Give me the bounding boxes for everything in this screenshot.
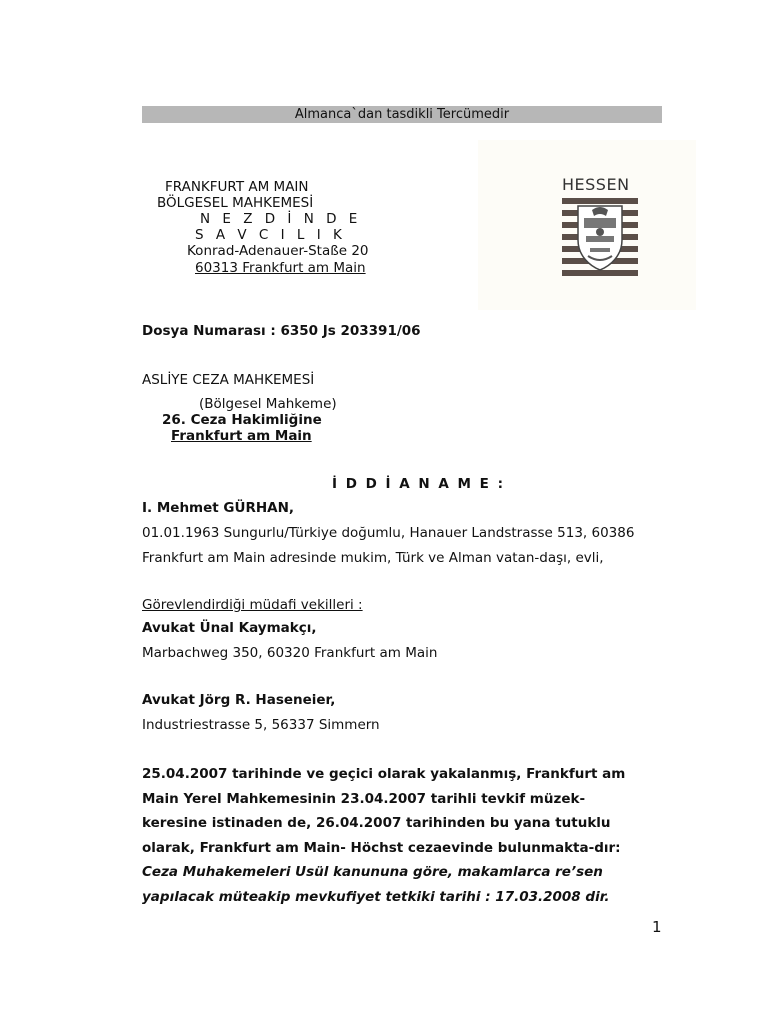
court-savcilik-line: S A V C I L I K <box>195 227 346 243</box>
detention-line-1: 25.04.2007 tarihinde ve geçici olarak yakalanmış, Frankfurt am <box>142 766 626 782</box>
court-title: ASLİYE CEZA MAHKEMESİ <box>142 372 315 388</box>
detention-line-5: Ceza Muhakemeleri Usül kanununa göre, makamlarca re’sen <box>142 864 603 880</box>
defendant-name: I. Mehmet GÜRHAN, <box>142 500 295 516</box>
court-nezdinde-line: N E Z D İ N D E <box>200 211 362 227</box>
court-address-street: Konrad-Adenauer-Staße 20 <box>187 243 369 259</box>
defendant-info-line-2: Frankfurt am Main adresinde mukim, Türk ve Alman vatan-daşı, evli, <box>142 550 604 566</box>
detention-line-4: olarak, Frankfurt am Main- Höchst cezaevinde bulunmakta-dır: <box>142 839 621 856</box>
court-address-city: 60313 Frankfurt am Main <box>195 260 366 276</box>
file-number: Dosya Numarası : 6350 Js 203391/06 <box>142 323 421 339</box>
court-name-line: BÖLGESEL MAHKEMESİ <box>157 195 314 211</box>
detention-line-2: Main Yerel Mahkemesinin 23.04.2007 tarihli tevkif müzek- <box>142 790 586 807</box>
court-city-line: FRANKFURT AM MAIN <box>165 179 309 195</box>
court-chamber: 26. Ceza Hakimliğine <box>162 412 322 428</box>
detention-paragraph <box>142 762 652 909</box>
detention-line-6: yapılacak müteakip mevkufiyet tetkiki tarihi : 17.03.2008 dir. <box>142 888 610 905</box>
translation-banner: Almanca`dan tasdikli Tercümedir <box>142 106 662 123</box>
court-subtitle: (Bölgesel Mahkeme) <box>199 396 337 412</box>
indictment-title: İ D D İ A N A M E : <box>332 476 506 492</box>
lawyer-1-address: Marbachweg 350, 60320 Frankfurt am Main <box>142 645 438 661</box>
lawyer-1-name: Avukat Ünal Kaymakçı, <box>142 620 317 636</box>
defendant-info-line-1: 01.01.1963 Sungurlu/Türkiye doğumlu, Hanauer Landstrasse 513, 60386 <box>142 525 635 541</box>
lawyer-2-address: Industriestrasse 5, 56337 Simmern <box>142 717 380 733</box>
detention-line-3: keresine istinaden de, 26.04.2007 tarihinden bu yana tutuklu <box>142 815 611 831</box>
court-city: Frankfurt am Main <box>171 428 312 444</box>
page-number: 1 <box>652 918 662 936</box>
counsel-heading: Görevlendirdiği müdafi vekilleri : <box>142 597 363 613</box>
hessen-coat-of-arms-icon <box>562 196 638 276</box>
hessen-logo-text: HESSEN <box>562 175 630 194</box>
lawyer-2-name: Avukat Jörg R. Haseneier, <box>142 692 336 708</box>
